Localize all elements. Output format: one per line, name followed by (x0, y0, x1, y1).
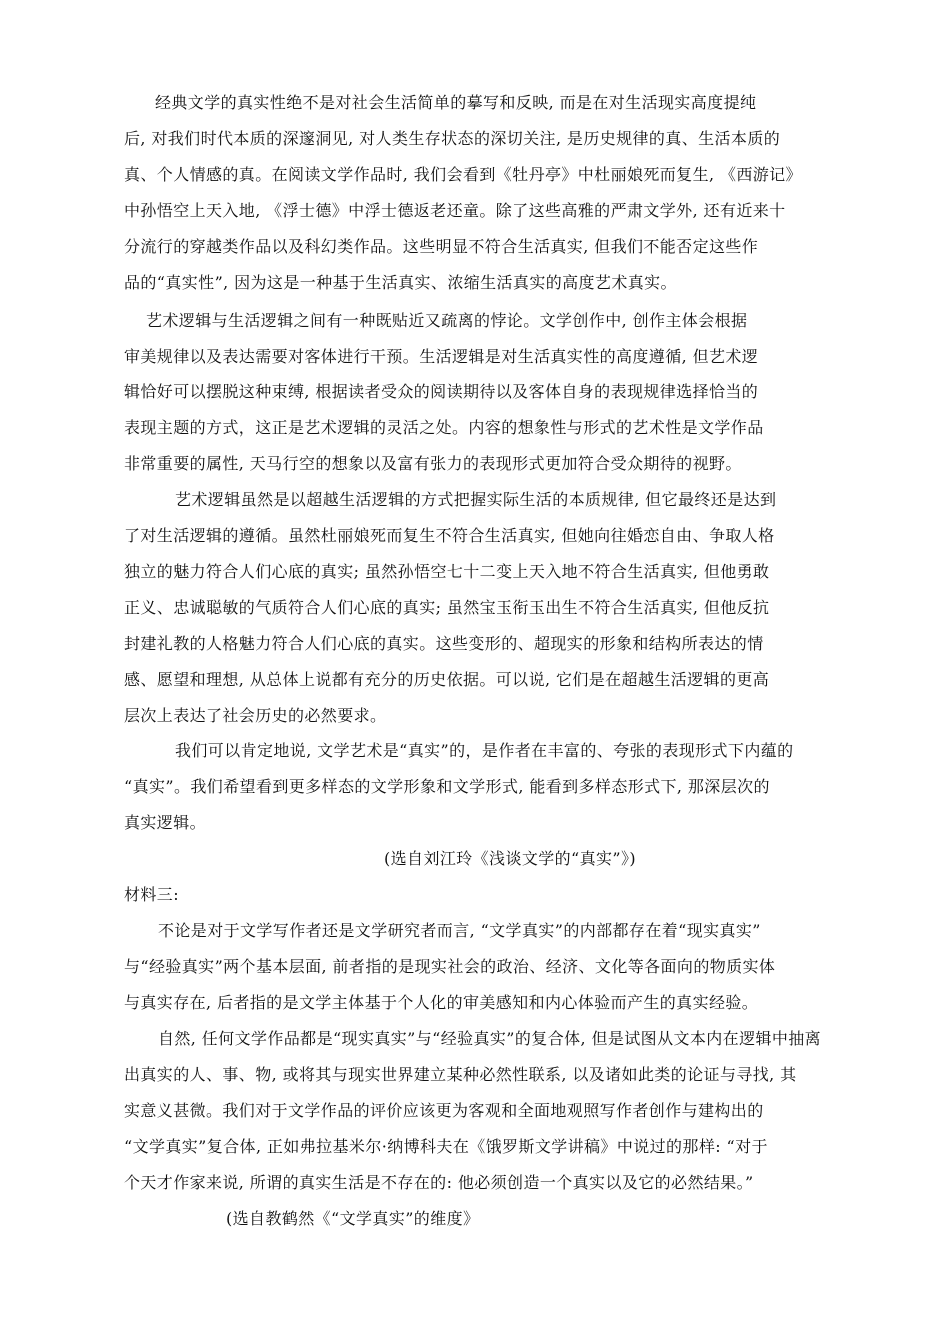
text-line: 出真实的人、事、物, 或将其与现实世界建立某种必然性联系, 以及诸如此类的论证与寻找, 其 (124, 1065, 797, 1084)
text-line: 非常重要的属性, 天马行空的想象以及富有张力的表现形式更加符合受众期待的视野。 (124, 454, 742, 473)
text-line: 品的“真实性”, 因为这是一种基于生活真实、浓缩生活真实的高度艺术真实。 (124, 273, 677, 292)
text-line: 辑恰好可以摆脱这种束缚, 根据读者受众的阅读期待以及客体自身的表现规律选择恰当的 (124, 382, 759, 401)
text-line: 不论是对于文学写作者还是文学研究者而言, “文学真实”的内部都存在着“现实真实” (158, 921, 761, 940)
text-line: 中孙悟空上天入地, 《浮士德》中浮士德返老还童。除了这些高雅的严肃文学外, 还有近来十 (124, 201, 786, 220)
source-citation: (选自教鹤然《“文学真实”的维度》 (226, 1209, 480, 1228)
text-line: 真、个人情感的真。在阅读文学作品时, 我们会看到《牡丹亭》中杜丽娘死而复生, 《西游记》 (124, 165, 802, 184)
section-heading: 材料三: (124, 885, 179, 904)
text-line: 艺术逻辑虽然是以超越生活逻辑的方式把握实际生活的本质规律, 但它最终还是达到 (175, 490, 777, 509)
text-line: 个天才作家来说, 所谓的真实生活是不存在的: 他必须创造一个真实以及它的必然结果。” (124, 1173, 754, 1192)
text-line: “真实”。我们希望看到更多样态的文学形象和文学形式, 能看到多样态形式下, 那深层次的 (124, 777, 770, 796)
text-line: 与真实存在, 后者指的是文学主体基于个人化的审美感知和内心体验而产生的真实经验。 (124, 993, 759, 1012)
text-line: 真实逻辑。 (124, 813, 207, 832)
text-line: 正义、忠诚聪敏的气质符合人们心底的真实; 虽然宝玉衔玉出生不符合生活真实, 但他反抗 (124, 598, 770, 617)
text-line: 感、愿望和理想, 从总体上说都有充分的历史依据。可以说, 它们是在超越生活逻辑的更高 (124, 670, 770, 689)
text-line: 层次上表达了社会历史的必然要求。 (124, 706, 387, 725)
text-line: 经典文学的真实性绝不是对社会生活简单的摹写和反映, 而是在对生活现实高度提纯 (155, 93, 757, 112)
text-line: 分流行的穿越类作品以及科幻类作品。这些明显不符合生活真实, 但我们不能否定这些作 (124, 237, 759, 256)
text-line: “文学真实”复合体, 正如弗拉基米尔·纳博科夫在《饿罗斯文学讲稿》中说过的那样: “对于 (124, 1137, 768, 1156)
text-line: 艺术逻辑与生活逻辑之间有一种既贴近又疏离的悖论。文学创作中, 创作主体会根据 (146, 311, 748, 330)
text-line: 了对生活逻辑的遵循。虽然杜丽娘死而复生不符合生活真实, 但她向往婚恋自由、争取人格 (124, 526, 775, 545)
text-line: 表现主题的方式，这正是艺术逻辑的灵活之处。内容的想象性与形式的艺术性是文学作品 (124, 418, 764, 437)
text-line: 审美规律以及表达需要对客体进行干预。生活逻辑是对生活真实性的高度遵循, 但艺术逻 (124, 347, 759, 366)
text-line: 后, 对我们时代本质的深邃洞见, 对人类生存状态的深切关注, 是历史规律的真、生活本质的 (124, 129, 781, 148)
source-citation: (选自刘江玲《浅谈文学的“真实”》) (384, 849, 637, 868)
text-line: 封建礼教的人格魅力符合人们心底的真实。这些变形的、超现实的形象和结构所表达的情 (124, 634, 764, 653)
text-line: 实意义甚微。我们对于文学作品的评价应该更为客观和全面地观照写作者创作与建构出的 (124, 1101, 764, 1120)
text-line: 我们可以肯定地说, 文学艺术是“真实”的，是作者在丰富的、夸张的表现形式下内蕴的 (175, 741, 794, 760)
text-line: 与“经验真实”两个基本层面, 前者指的是现实社会的政治、经济、文化等各面向的物质实体 (124, 957, 776, 976)
text-line: 独立的魅力符合人们心底的真实; 虽然孙悟空七十二变上天入地不符合生活真实, 但他勇敢 (124, 562, 770, 581)
text-line: 自然, 任何文学作品都是“现实真实”与“经验真实”的复合体, 但是试图从文本内在逻辑中抽离 (158, 1029, 822, 1048)
